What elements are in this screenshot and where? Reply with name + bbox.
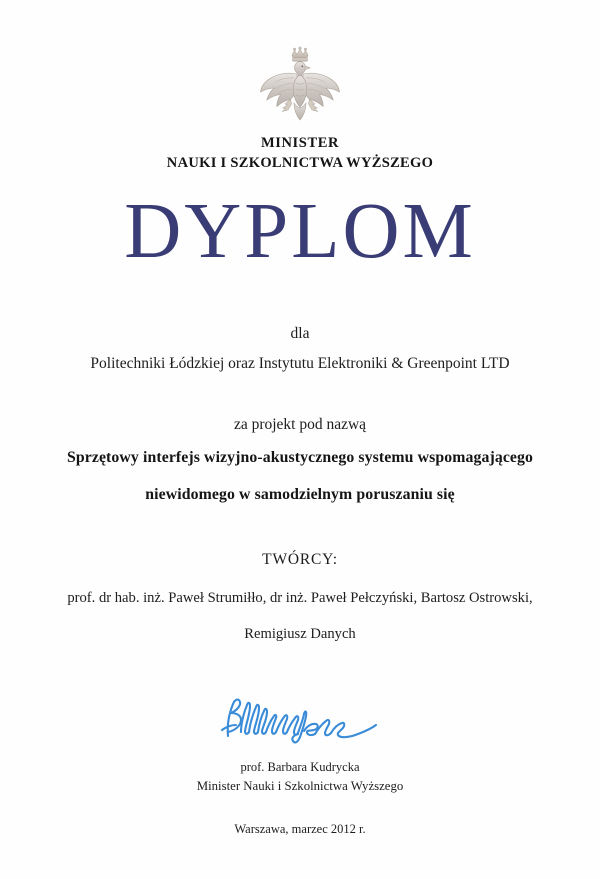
signatory-name: prof. Barbara Kudrycka [240,760,360,774]
recipient-name: Politechniki Łódzkiej oraz Instytutu Elektroniki & Greenpoint LTD [90,355,510,372]
project-title-line-1: Sprzętowy interfejs wizyjno-akustycznego systemu wspomagającego [66,449,534,466]
polish-eagle-icon [254,45,346,131]
signature-container [0,688,600,750]
page-title: DYPLOM [124,188,476,275]
ministry-heading [0,134,600,173]
ministry-line-2: NAUKI I SZKOLNICTWA WYŻSZEGO [166,154,434,171]
creators-label: TWÓRCY: [262,551,338,568]
ministry-line-1: MINISTER [260,135,340,151]
project-title-line-2: niewidomego w samodzielnym poruszaniu się [145,486,455,503]
for-label: dla [290,325,310,342]
creators-line-2: Remigiusz Danych [244,626,356,642]
creators-line-1: prof. dr hab. inż. Paweł Strumiłło, dr inż. Paweł Pełczyński, Bartosz Ostrowski, [67,590,533,606]
emblem-container [0,44,600,132]
signatory-title: Minister Nauki i Szkolnictwa Wyższego [196,779,404,793]
place-and-date: Warszawa, marzec 2012 r. [234,822,366,836]
handwritten-signature-icon [200,690,400,748]
project-label: za projekt pod nazwą [233,416,367,433]
